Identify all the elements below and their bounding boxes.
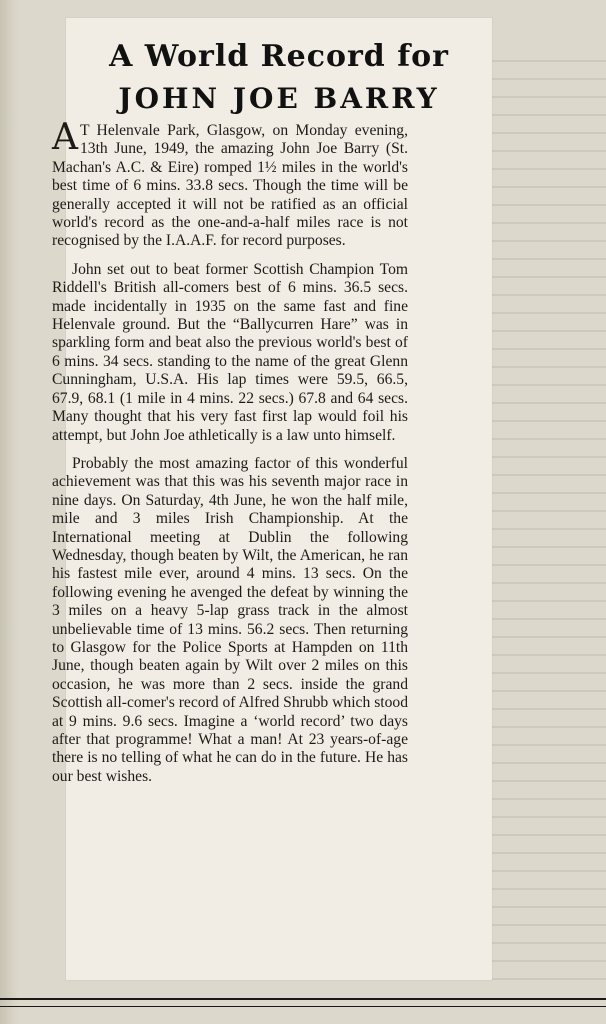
headline-line-1: A World Record for bbox=[109, 39, 449, 74]
paragraph-2: John set out to beat former Scottish Champion Tom Riddell's British all-comers best of 6 mins. 36.5 secs. made incidentally in 1935 on the same fast and fine Helenvale ground. But the “Ballycurren Hare” was in sparkling form and beat also the previous world's best of 6 mins. 34 secs. standing to the name of the great Glenn Cunningham, U.S.A. His lap times were 59.5, 66.5, 67.9, 68.1 (1 mile in 4 mins. 22 secs.) 67.8 and 64 secs. Many thought that his very fast first lap would foil his attempt, but John Joe athletically is a law unto himself. bbox=[52, 260, 408, 444]
paragraph-1-text: T Helenvale Park, Glasgow, on Monday evening, 13th June, 1949, the amazing John Joe Barry (St. Machan's A.C. & Eire) romped 1½ miles in the world's best time of 6 mins. 33.8 secs. Though the time will be generally accepted it will not be ratified as an official world's record as the one-and-a-half miles race is not recognised by the I.A.A.F. for record purposes. bbox=[52, 122, 408, 250]
headline bbox=[66, 18, 492, 120]
paragraph-3: Probably the most amazing factor of this wonderful achievement was that this was his seventh major race in nine days. On Saturday, 4th June, he won the half mile, mile and 3 miles Irish Championship. At the International meeting at Dublin the following Wednesday, though beaten by Wilt, the American, he ran his fastest mile ever, around 4 mins. 13 secs. On the following evening he avenged the defeat by winning the 3 miles on a heavy 5-lap grass track in the almost unbelievable time of 13 mins. 56.2 secs. Then returning to Glasgow for the Police Sports at Hampden on 11th June, though beaten again by Wilt over 2 miles on this occasion, he was more than 2 secs. inside the grand Scottish all-comer's record of Alfred Shrubb which stood at 9 mins. 9.6 secs. Imagine a ‘world record’ two days after that programme! What a man! At 23 years-of-age there is no telling of what he can do in the future. He has our best wishes. bbox=[52, 454, 408, 785]
bottom-rule bbox=[0, 998, 606, 1000]
drop-cap: A bbox=[52, 117, 78, 158]
page-edge bbox=[0, 0, 18, 1024]
article-body bbox=[52, 117, 408, 796]
headline-line-2: JOHN JOE BARRY bbox=[118, 82, 440, 115]
paragraph-1 bbox=[52, 117, 408, 251]
bottom-rule-thin bbox=[0, 1006, 606, 1007]
